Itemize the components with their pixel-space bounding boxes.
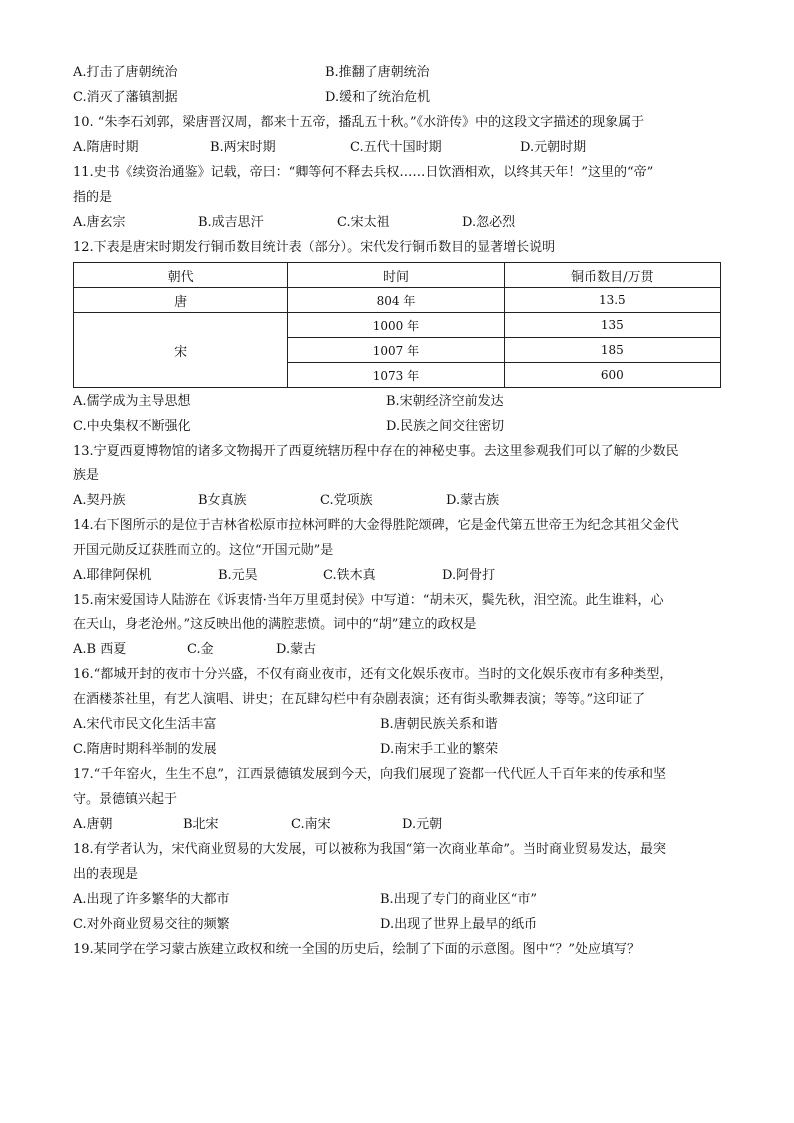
- q11-option-d[interactable]: D.忽必烈: [462, 215, 516, 230]
- q19-stem: 19.某同学在学习蒙古族建立政权和统一全国的历史后，绘制了下面的示意图。图中“？”处应填写？: [73, 942, 640, 957]
- q17-stem-line2: 守。景德镇兴起于: [73, 792, 178, 807]
- cell-count: 600: [504, 363, 720, 388]
- q17-option-d[interactable]: D.元朝: [402, 817, 443, 832]
- q11-option-a[interactable]: A.唐玄宗: [73, 215, 126, 230]
- q11-option-c[interactable]: C.宋太祖: [337, 215, 390, 230]
- q11-option-b[interactable]: B.成吉思汗: [198, 215, 264, 230]
- table-header-row: [74, 263, 721, 288]
- q18-stem-line2: 出的表现是: [73, 867, 139, 882]
- q15-option-d[interactable]: D.蒙古: [276, 642, 317, 657]
- table-row: [74, 288, 721, 313]
- q11-stem-line1: 11.史书《续资治通鉴》记载，帝曰：“卿等何不释去兵权……日饮酒相欢，以终其天年！”这里的“帝”: [73, 165, 654, 180]
- q11-stem-line2: 指的是: [73, 190, 113, 205]
- cell-count: 185: [504, 338, 720, 363]
- cell-dynasty: 宋: [74, 313, 288, 388]
- q16-option-c[interactable]: C.隋唐时期科举制的发展: [73, 742, 217, 757]
- cell-time: 1073 年: [288, 363, 504, 388]
- coin-statistics-table: [73, 262, 721, 388]
- q18-option-d[interactable]: D.出现了世界上最早的纸币: [380, 917, 538, 932]
- q12-option-a[interactable]: A.儒学成为主导思想: [73, 394, 191, 409]
- q15-stem-line2: 在天山，身老沧州。”这反映出他的满腔悲愤。词中的“胡”建立的政权是: [73, 617, 477, 632]
- column-header-dynasty: 朝代: [74, 263, 288, 288]
- q12-option-c[interactable]: C.中央集权不断强化: [73, 419, 191, 434]
- q9-option-d[interactable]: D.缓和了统治危机: [325, 90, 431, 105]
- q13-option-d[interactable]: D.蒙古族: [446, 493, 500, 508]
- q13-stem-line2: 族是: [73, 468, 100, 483]
- q12-option-d[interactable]: D.民族之间交往密切: [386, 419, 505, 434]
- q9-option-a[interactable]: A.打击了唐朝统治: [73, 65, 178, 80]
- cell-count: 135: [504, 313, 720, 338]
- cell-time: 1007 年: [288, 338, 504, 363]
- q13-option-b[interactable]: B女真族: [198, 493, 247, 508]
- q17-option-c[interactable]: C.南宋: [291, 817, 331, 832]
- q18-stem-line1: 18.有学者认为，宋代商业贸易的大发展，可以被称为我国“第一次商业革命”。当时商业贸易发达，最突: [73, 842, 666, 857]
- q14-option-c[interactable]: C.铁木真: [323, 568, 376, 583]
- cell-dynasty: 唐: [74, 288, 288, 313]
- q17-stem-line1: 17.“千年窑火，生生不息”，江西景德镇发展到今天，向我们展现了瓷都一代代匠人千百年来的传承和坚: [73, 767, 666, 782]
- table-row: [74, 313, 721, 338]
- q18-option-b[interactable]: B.出现了专门的商业区“市”: [380, 892, 537, 907]
- q9-option-c[interactable]: C.消灭了藩镇割据: [73, 90, 178, 105]
- q13-stem-line1: 13.宁夏西夏博物馆的诸多文物揭开了西夏统辖历程中存在的神秘史事。去这里参观我们可以了解的少数民: [73, 444, 679, 459]
- column-header-time: 时间: [288, 263, 504, 288]
- cell-count: 13.5: [504, 288, 720, 313]
- q13-option-a[interactable]: A.契丹族: [73, 493, 126, 508]
- q14-stem-line1: 14.右下图所示的是位于吉林省松原市拉林河畔的大金得胜陀颂碑，它是金代第五世帝王为纪念其祖父金代: [73, 518, 679, 533]
- q9-option-b[interactable]: B.推翻了唐朝统治: [325, 65, 430, 80]
- column-header-coin-count: 铜币数目/万贯: [504, 263, 720, 288]
- q14-stem-line2: 开国元勋反辽获胜而立的。这位“开国元勋”是: [73, 543, 334, 558]
- q14-option-b[interactable]: B.元昊: [218, 568, 258, 583]
- q14-option-a[interactable]: A.耶律阿保机: [73, 568, 152, 583]
- q17-option-b[interactable]: B北宋: [183, 817, 219, 832]
- q12-stem: 12.下表是唐宋时期发行铜币数目统计表（部分）。宋代发行铜币数目的显著增长说明: [73, 240, 556, 255]
- q16-option-a[interactable]: A.宋代市民文化生活丰富: [73, 717, 217, 732]
- q12-option-b[interactable]: B.宋朝经济空前发达: [386, 394, 504, 409]
- q17-option-a[interactable]: A.唐朝: [73, 817, 113, 832]
- q16-stem-line2: 在酒楼茶社里，有艺人演唱、讲史；在瓦肆勾栏中有杂剧表演；还有街头歌舞表演；等等。”这印证了: [73, 692, 646, 707]
- q10-option-d[interactable]: D.元朝时期: [520, 140, 587, 155]
- q15-option-a-b[interactable]: A.B 西夏: [73, 642, 127, 657]
- q10-stem: 10. “朱李石刘郭，梁唐晋汉周，都来十五帝，播乱五十秋。”《水浒传》中的这段文字描述的现象属于: [73, 115, 645, 130]
- q13-option-c[interactable]: C.党项族: [320, 493, 373, 508]
- q16-option-d[interactable]: D.南宋手工业的繁荣: [380, 742, 499, 757]
- q18-option-a[interactable]: A.出现了许多繁华的大都市: [73, 892, 230, 907]
- q16-stem-line1: 16.“都城开封的夜市十分兴盛，不仅有商业夜市，还有文化娱乐夜市。当时的文化娱乐夜市有多种类型，: [73, 667, 673, 682]
- q10-option-b[interactable]: B.两宋时期: [210, 140, 276, 155]
- q15-stem-line1: 15.南宋爱国诗人陆游在《诉衷情·当年万里觅封侯》中写道：“胡未灭，鬓先秋，泪空流。此生谁料，心: [73, 593, 664, 608]
- cell-time: 804 年: [288, 288, 504, 313]
- q10-option-c[interactable]: C.五代十国时期: [350, 140, 442, 155]
- cell-time: 1000 年: [288, 313, 504, 338]
- q15-option-c[interactable]: C.金: [187, 642, 214, 657]
- q16-option-b[interactable]: B.唐朝民族关系和谐: [380, 717, 498, 732]
- q14-option-d[interactable]: D.阿骨打: [442, 568, 496, 583]
- q10-option-a[interactable]: A.隋唐时期: [73, 140, 139, 155]
- q18-option-c[interactable]: C.对外商业贸易交往的频繁: [73, 917, 230, 932]
